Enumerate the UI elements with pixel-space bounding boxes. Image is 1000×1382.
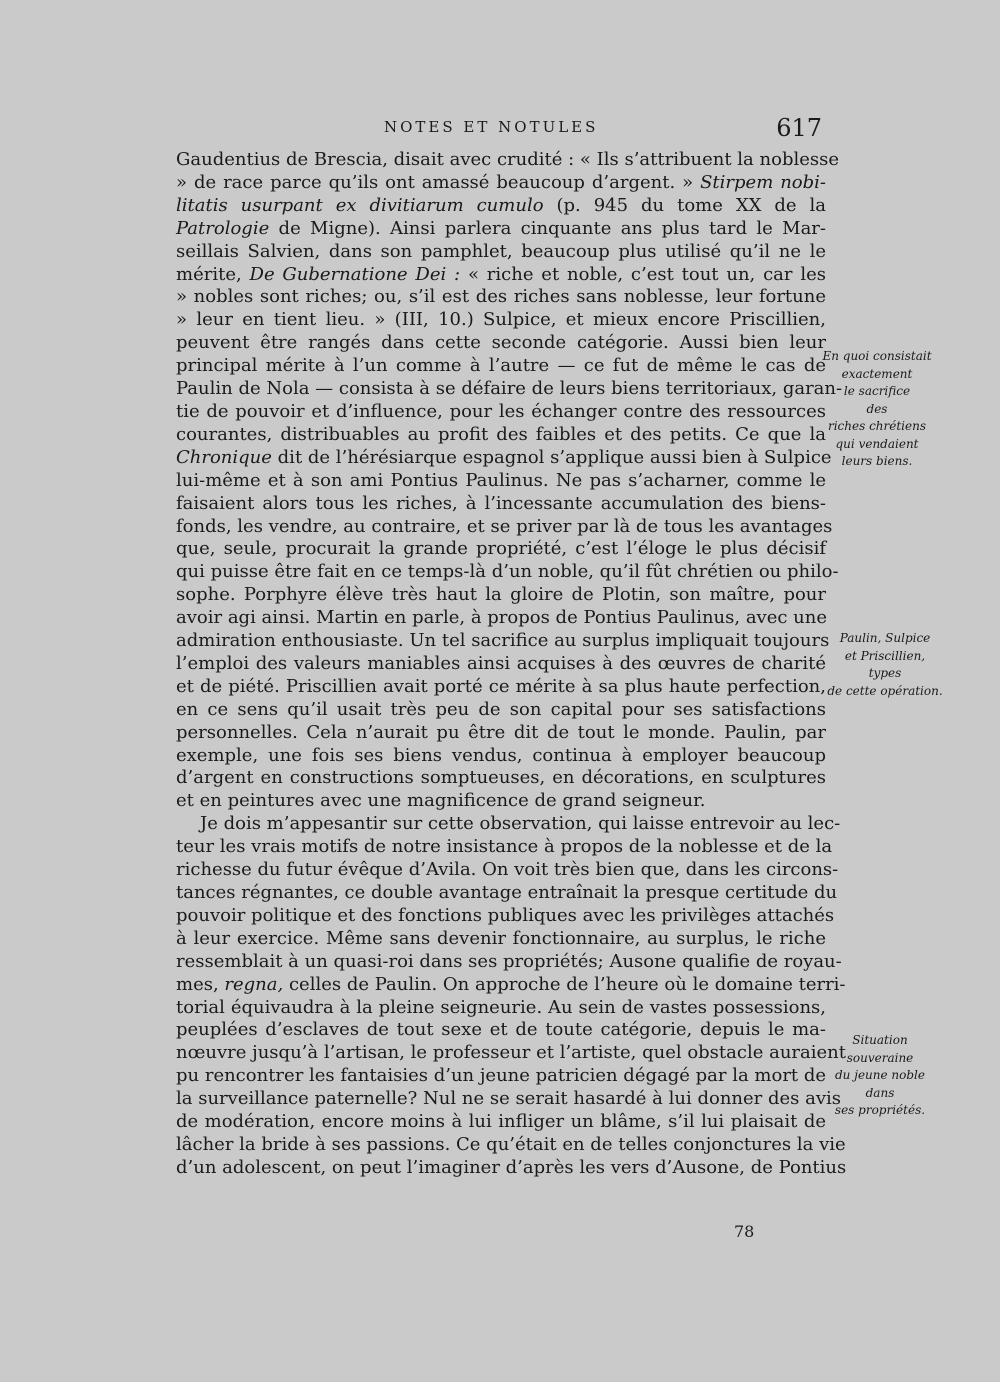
margin-note-line: dans xyxy=(865,1085,895,1100)
text-line xyxy=(176,1156,847,1180)
text-line xyxy=(176,424,826,447)
margin-note-line: et Priscillien, xyxy=(844,648,926,663)
italic-text: Patrologie xyxy=(176,217,270,239)
text-segment: ressemblait à un quasi-roi dans ses propriétés; Ausone qualifie de royau- xyxy=(176,950,842,972)
text-segment: » leur en tient lieu. » (III, 10.) Sulpice, et mieux encore Priscillien, xyxy=(176,309,826,331)
margin-note-line: exactement xyxy=(841,366,913,381)
text-line xyxy=(176,1088,842,1111)
text-segment: admiration enthousiaste. Un tel sacrifice au surplus impliquait toujours xyxy=(176,630,830,652)
text-line xyxy=(176,218,826,241)
text-line xyxy=(176,1065,826,1088)
text-segment: l’emploi des valeurs maniables ainsi acquises à des œuvres de charité xyxy=(176,652,826,674)
paragraph xyxy=(176,149,843,813)
text-line xyxy=(176,722,826,745)
margin-note-situation xyxy=(815,1032,945,1120)
text-line xyxy=(176,630,830,653)
italic-text: Chronique xyxy=(176,446,272,468)
text-segment: » de race parce qu’ils ont amassé beaucoup d’argent. » xyxy=(176,171,701,193)
text-line xyxy=(176,172,826,195)
text-segment: la surveillance paternelle? Nul ne se serait hasardé à lui donner des avis xyxy=(176,1088,842,1110)
margin-note-sacrifice xyxy=(812,348,942,471)
text-line xyxy=(176,1019,826,1042)
text-segment: courantes, distribuables au profit des faibles et des petits. Ce que la xyxy=(176,423,826,445)
text-segment: exemple, une fois ses biens vendus, continua à employer beaucoup xyxy=(176,744,826,766)
text-segment: teur les vrais motifs de notre insistance à propos de la noblesse et de la xyxy=(176,836,833,858)
text-line xyxy=(176,836,833,859)
text-line xyxy=(176,149,840,172)
text-line xyxy=(176,470,826,493)
text-segment: » nobles sont riches; ou, s’il est des riches sans noblesse, leur fortune xyxy=(176,286,826,308)
page-number: 617 xyxy=(776,114,822,142)
text-segment: tie de pouvoir et d’influence, pour les échanger contre des ressources xyxy=(176,400,826,422)
text-line xyxy=(176,355,826,378)
page-header xyxy=(176,114,826,144)
text-line xyxy=(176,1042,846,1065)
italic-text: regna, xyxy=(224,973,284,995)
text-segment: lui-même et à son ami Pontius Paulinus. Ne pas s’acharner, comme le xyxy=(176,469,826,491)
margin-note-line: de cette opération. xyxy=(827,683,943,698)
margin-note-types xyxy=(820,630,950,700)
text-line xyxy=(176,997,826,1020)
text-line xyxy=(176,446,832,470)
text-line xyxy=(176,767,826,790)
text-line xyxy=(176,241,826,264)
text-line xyxy=(176,676,826,699)
folio-signature: 78 xyxy=(734,1222,755,1241)
text-line xyxy=(176,515,833,539)
text-segment: principal mérite à l’un comme à l’autre — ce fut de même le cas de xyxy=(176,355,826,377)
text-line xyxy=(176,882,838,905)
text-segment: que, seule, procurait la grande propriété, c’est l’éloge le plus décisif xyxy=(176,538,826,560)
text-line xyxy=(176,1111,826,1134)
margin-note-line: Paulin, Sulpice xyxy=(839,631,931,645)
text-segment: celles de Paulin. On approche de l’heure où le domaine terri- xyxy=(283,973,846,995)
margin-note-line: En quoi consistait xyxy=(822,349,932,363)
text-segment: Je dois m’appesantir sur cette observation, qui laisse entrevoir au lec- xyxy=(200,813,841,835)
text-segment: mes, xyxy=(176,973,225,995)
text-segment: tances régnantes, ce double avantage entraînait la presque certitude du xyxy=(176,882,838,903)
text-line xyxy=(176,699,826,722)
text-line xyxy=(176,195,826,218)
text-segment: et de piété. Priscillien avait porté ce mérite à sa plus haute perfection, xyxy=(176,675,826,697)
text-segment: lâcher la bride à ses passions. Ce qu’était en de telles conjonctures la vie xyxy=(176,1133,846,1155)
text-line xyxy=(176,332,826,355)
text-segment: (p. 945 du tome XX de la xyxy=(543,194,827,216)
text-line xyxy=(176,264,826,287)
text-line xyxy=(176,286,826,309)
margin-note-line: des xyxy=(866,401,888,416)
text-line xyxy=(176,493,826,516)
text-segment: d’un adolescent, on peut l’imaginer d’après les vers d’Ausone, de Pontius xyxy=(176,1156,847,1178)
text-line xyxy=(176,904,835,928)
margin-note-line: ses propriétés. xyxy=(834,1103,926,1117)
text-line xyxy=(176,813,841,836)
text-segment: avoir agi ainsi. Martin en parle, à propos de Pontius Paulinus, avec une xyxy=(176,607,828,629)
text-segment: personnelles. Cela n’aurait pu être dit de tout le monde. Paulin, par xyxy=(176,721,826,743)
text-segment: nœuvre jusqu’à l’artisan, le professeur et l’artiste, quel obstacle auraient xyxy=(176,1042,846,1064)
italic-text: De Gubernatione Dei : xyxy=(249,263,461,285)
text-segment: seillais Salvien, dans son pamphlet, beaucoup plus utilisé qu’il ne le xyxy=(176,240,826,262)
margin-note-line: types xyxy=(868,666,902,680)
text-line xyxy=(176,561,839,584)
text-line xyxy=(176,538,826,561)
italic-text: Stirpem nobi- xyxy=(700,171,827,193)
text-line xyxy=(176,309,826,332)
text-segment: sophe. Porphyre élève très haut la gloire de Plotin, son maître, pour xyxy=(176,584,826,606)
text-segment: d’argent en constructions somptueuses, en décorations, en sculptures xyxy=(176,767,826,789)
text-segment: de Migne). Ainsi parlera cinquante ans plus tard le Mar- xyxy=(269,217,826,239)
margin-note-line: qui vendaient xyxy=(835,436,919,451)
text-segment: faisaient alors tous les riches, à l’incessante accumulation des biens- xyxy=(176,492,826,514)
text-line xyxy=(176,401,826,424)
text-segment: Gaudentius de Brescia, disait avec crudité : « Ils s’attribuent la noblesse xyxy=(176,149,840,170)
text-line xyxy=(176,653,826,676)
text-segment: fonds, les vendre, au contraire, et se priver par là de tous les avantages xyxy=(176,515,833,537)
running-title: NOTES ET NOTULES xyxy=(384,118,599,136)
text-line xyxy=(176,928,826,951)
text-line xyxy=(176,607,826,630)
margin-note-line: leurs biens. xyxy=(841,454,913,468)
margin-note-line: du jeune noble xyxy=(835,1068,925,1082)
text-line xyxy=(176,584,826,607)
text-segment: peuvent être rangés dans cette seconde catégorie. Aussi bien leur xyxy=(176,332,826,354)
margin-note-line: le sacrifice xyxy=(843,384,911,398)
margin-note-line: riches chrétiens xyxy=(827,419,927,433)
text-line xyxy=(176,973,846,997)
text-segment: peuplées d’esclaves de tout sexe et de toute catégorie, depuis le ma- xyxy=(176,1019,826,1041)
text-segment: de modération, encore moins à lui infliger un blâme, s’il lui plaisait de xyxy=(176,1111,826,1133)
text-segment: pu rencontrer les fantaisies d’un jeune patricien dégagé par la mort de xyxy=(176,1065,827,1087)
main-text xyxy=(176,149,847,1180)
paragraph xyxy=(176,813,847,1180)
text-line xyxy=(176,745,826,768)
text-line xyxy=(176,790,826,813)
text-segment: en ce sens qu’il usait très peu de son capital pour ses satisfactions xyxy=(176,698,826,720)
text-segment: qui puisse être fait en ce temps-là d’un noble, qu’il fût chrétien ou philo- xyxy=(176,561,839,583)
text-segment: torial équivaudra à la pleine seigneurie. Au sein de vastes possessions, xyxy=(176,996,826,1018)
text-segment: mérite, xyxy=(176,263,250,285)
text-segment: richesse du futur évêque d’Avila. On voit très bien que, dans les circons- xyxy=(176,859,839,881)
text-line xyxy=(176,378,843,401)
italic-text: litatis usurpant ex divitiarum cumulo xyxy=(176,194,544,216)
margin-note-line: souveraine xyxy=(846,1050,914,1065)
text-line xyxy=(176,859,839,882)
margin-note-line: Situation xyxy=(852,1033,908,1047)
text-segment: Paulin de Nola — consista à se défaire de leurs biens territoriaux, garan- xyxy=(176,378,843,400)
text-segment: dit de l’hérésiarque espagnol s’applique aussi bien à Sulpice xyxy=(271,446,832,468)
text-segment: « riche et noble, c’est tout un, car les xyxy=(460,263,826,285)
text-segment: pouvoir politique et des fonctions publiques avec les privilèges attachés xyxy=(176,904,835,926)
text-line xyxy=(176,1133,846,1157)
text-segment: et en peintures avec une magnificence de grand seigneur. xyxy=(176,790,706,812)
text-segment: à leur exercice. Même sans devenir fonctionnaire, au surplus, le riche xyxy=(176,927,826,949)
text-line xyxy=(176,950,842,974)
